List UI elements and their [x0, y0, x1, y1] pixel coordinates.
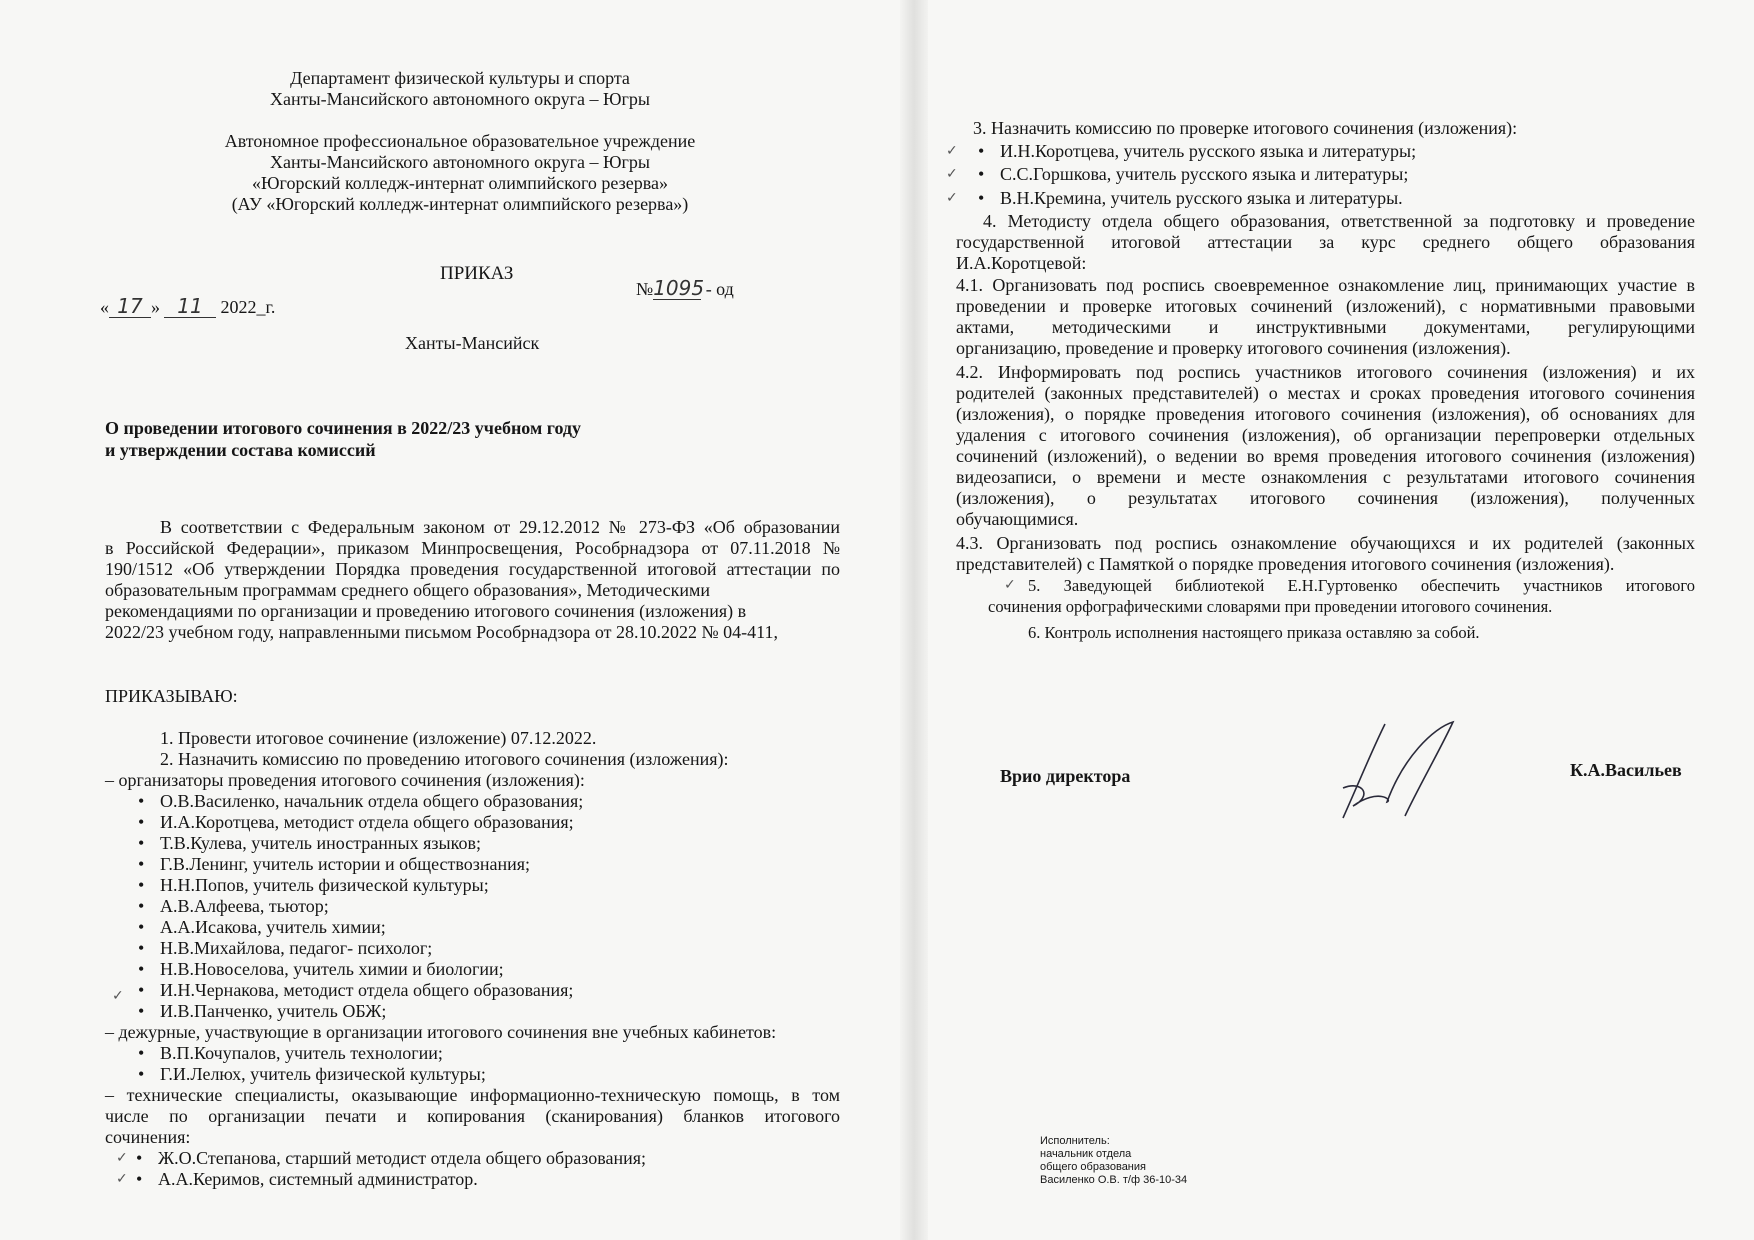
order-item-4: 4. Методисту отдела общего образования, ответственной за подготовку и проведение [983, 211, 1695, 231]
preamble-line: рекомендациями по организации и проведению итогового сочинения (изложения) в [105, 601, 747, 621]
header-line: (АУ «Югорский колледж-интернат олимпийского резерва») [231, 194, 689, 214]
order-item-4-1: проведении и проверке итоговых сочинений (изложений), с нормативными правовыми [956, 296, 1695, 316]
checker-item: • И.Н.Коротцева, учитель русского языка и литературы; [1000, 141, 1416, 162]
number-handwritten: 1095 [653, 276, 705, 300]
order-item-4-2: (изложения), о порядке проведения итогового сочинения (изложения), об основаниях для [956, 404, 1695, 424]
header-line: «Югорский колледж-интернат олимпийского резерва» [252, 173, 668, 193]
header-line: Ханты-Мансийского автономного округа – Югры [270, 89, 650, 109]
handwritten-tick-mark: ✓ [112, 988, 124, 1004]
handwritten-tick-mark: ✓ [1004, 577, 1016, 593]
organizer-item: • Н.В.Новоселова, учитель химии и биологии; [160, 959, 504, 980]
order-item-4-1: 4.1. Организовать под роспись своевременное ознакомление лиц, принимающих участие в [956, 275, 1695, 295]
order-word: ПРИКАЗЫВАЮ: [105, 686, 238, 706]
organizer-item: • Н.Н.Попов, учитель физической культуры; [160, 875, 489, 896]
handwritten-tick-mark: ✓ [946, 166, 958, 182]
duty-item: • Г.И.Лелюх, учитель физической культуры; [160, 1064, 486, 1085]
signature-title: Врио директора [1000, 766, 1131, 786]
document-type: ПРИКАЗ [440, 263, 514, 284]
city: Ханты-Мансийск [405, 333, 540, 353]
order-item-4-2: 4.2. Информировать под роспись участников итогового сочинения (изложения) и их [956, 362, 1695, 382]
duty-label: – дежурные, участвующие в организации итогового сочинения вне учебных кабинетов: [105, 1022, 777, 1042]
organizer-item: • Т.В.Кулева, учитель иностранных языков; [160, 833, 481, 854]
order-item-4-2: родителей (законных представителей) о местах и сроках проведения итогового сочинения [956, 383, 1695, 403]
order-item-4-1: актами, методическими и инструктивными документами, регулирующими [956, 317, 1695, 337]
executor-line: Исполнитель: [1040, 1135, 1110, 1147]
preamble-line: образовательным программам среднего общего образования», Методическими [105, 580, 711, 600]
organizer-item: • И.В.Панченко, учитель ОБЖ; [160, 1001, 386, 1022]
order-item-4-3: 4.3. Организовать под роспись ознакомление обучающихся и их родителей (законных [956, 533, 1695, 553]
order-item-4: И.А.Коротцевой: [956, 253, 1087, 273]
order-item-4-2: видеозаписи, о времени и месте ознакомления с результатами итогового сочинения [956, 467, 1695, 487]
preamble-line: В соответствии с Федеральным законом от 29.12.2012 № 273-ФЗ «Об образовании [160, 517, 840, 537]
handwritten-tick-mark: ✓ [946, 143, 958, 159]
order-date: « 17 » 11 2022_г. [100, 294, 276, 318]
order-item-4-1: организацию, проведение и проверку итогового сочинения (изложения). [956, 338, 1511, 358]
handwritten-tick-mark: ✓ [946, 190, 958, 206]
order-item-4: государственной итоговой аттестации за курс среднего общего образования [956, 232, 1695, 252]
subject-line: О проведении итогового сочинения в 2022/23 учебном году [105, 418, 582, 438]
handwritten-tick-mark: ✓ [116, 1150, 128, 1166]
executor-line: общего образования [1040, 1161, 1146, 1173]
order-number: №1095 - од [636, 276, 734, 300]
checker-item: • С.С.Горшкова, учитель русского языка и литературы; [1000, 164, 1408, 185]
order-item-5: 5. Заведующей библиотекой Е.Н.Гуртовенко обеспечить участников итогового [1028, 576, 1695, 595]
order-item-6: 6. Контроль исполнения настоящего приказа оставляю за собой. [1028, 623, 1480, 642]
signature-image [1323, 718, 1463, 828]
order-item-4-2: удаления с итогового сочинения (изложения), об организации перепроверки отдельных [956, 425, 1695, 445]
organizer-item: • Н.В.Михайлова, педагог- психолог; [160, 938, 432, 959]
organizer-item: • О.В.Василенко, начальник отдела общего образования; [160, 791, 583, 812]
tech-item: • Ж.О.Степанова, старший методист отдела общего образования; [158, 1148, 646, 1169]
subject-line: и утверждении состава комиссий [105, 440, 376, 460]
order-item-5: сочинения орфографическими словарями при проведении итогового сочинения. [988, 597, 1553, 616]
order-item-3: 3. Назначить комиссию по проверке итогового сочинения (изложения): [973, 118, 1518, 138]
organizer-item: • И.А.Коротцева, методист отдела общего образования; [160, 812, 574, 833]
order-item-4-2: обучающимися. [956, 509, 1079, 529]
checker-item: • В.Н.Кремина, учитель русского языка и литературы. [1000, 188, 1403, 209]
order-item-4-2: сочинений (изложений), о ведении во время проведения итогового сочинения (изложения) [956, 446, 1695, 466]
order-item-4-3: представителей) с Памяткой о порядке проведения итогового сочинения (изложения). [956, 554, 1615, 574]
executor-line: начальник отдела [1040, 1148, 1132, 1160]
organizer-item: • И.Н.Чернакова, методист отдела общего образования; [160, 980, 573, 1001]
preamble-line: в Российской Федерации», приказом Минпросвещения, Рособрнадзора от 07.11.2018 № [105, 538, 840, 558]
handwritten-tick-mark: ✓ [116, 1171, 128, 1187]
order-item-1: 1. Провести итоговое сочинение (изложение) 07.12.2022. [160, 728, 597, 748]
date-day-handwritten: 17 [109, 296, 151, 318]
organizer-item: • А.В.Алфеева, тьютор; [160, 896, 329, 917]
organizer-item: • Г.В.Ленинг, учитель истории и обществознания; [160, 854, 530, 875]
duty-item: • В.П.Кочупалов, учитель технологии; [160, 1043, 443, 1064]
tech-label: числе по организации печати и копирования (сканирования) бланков итогового [105, 1106, 840, 1126]
header-line: Автономное профессиональное образовательное учреждение [224, 131, 696, 151]
executor-line: Василенко О.В. т/ф 36-10-34 [1040, 1174, 1188, 1186]
date-month-handwritten: 11 [164, 296, 216, 318]
tech-label: – технические специалисты, оказывающие информационно-техническую помощь, в том [105, 1085, 840, 1105]
order-item-4-2: (изложения), о результатах итогового сочинения (изложения), полученных [956, 488, 1695, 508]
preamble-line: 190/1512 «Об утверждении Порядка проведения государственной итоговой аттестации по [105, 559, 840, 579]
page-gutter [900, 0, 928, 1240]
signatory-name: К.А.Васильев [1570, 760, 1682, 780]
preamble-line: 2022/23 учебном году, направленными письмом Рособрнадзора от 28.10.2022 № 04-411, [105, 622, 778, 642]
tech-label: сочинения: [105, 1127, 191, 1147]
header-line: Ханты-Мансийского автономного округа – Югры [270, 152, 650, 172]
page-right [928, 0, 1754, 1240]
header-line: Департамент физической культуры и спорта [290, 68, 630, 88]
organizers-label: – организаторы проведения итогового сочинения (изложения): [105, 770, 585, 790]
organizer-item: • А.А.Исакова, учитель химии; [160, 917, 386, 938]
tech-item: • А.А.Керимов, системный администратор. [158, 1169, 478, 1190]
order-item-2: 2. Назначить комиссию по проведению итогового сочинения (изложения): [160, 749, 729, 769]
